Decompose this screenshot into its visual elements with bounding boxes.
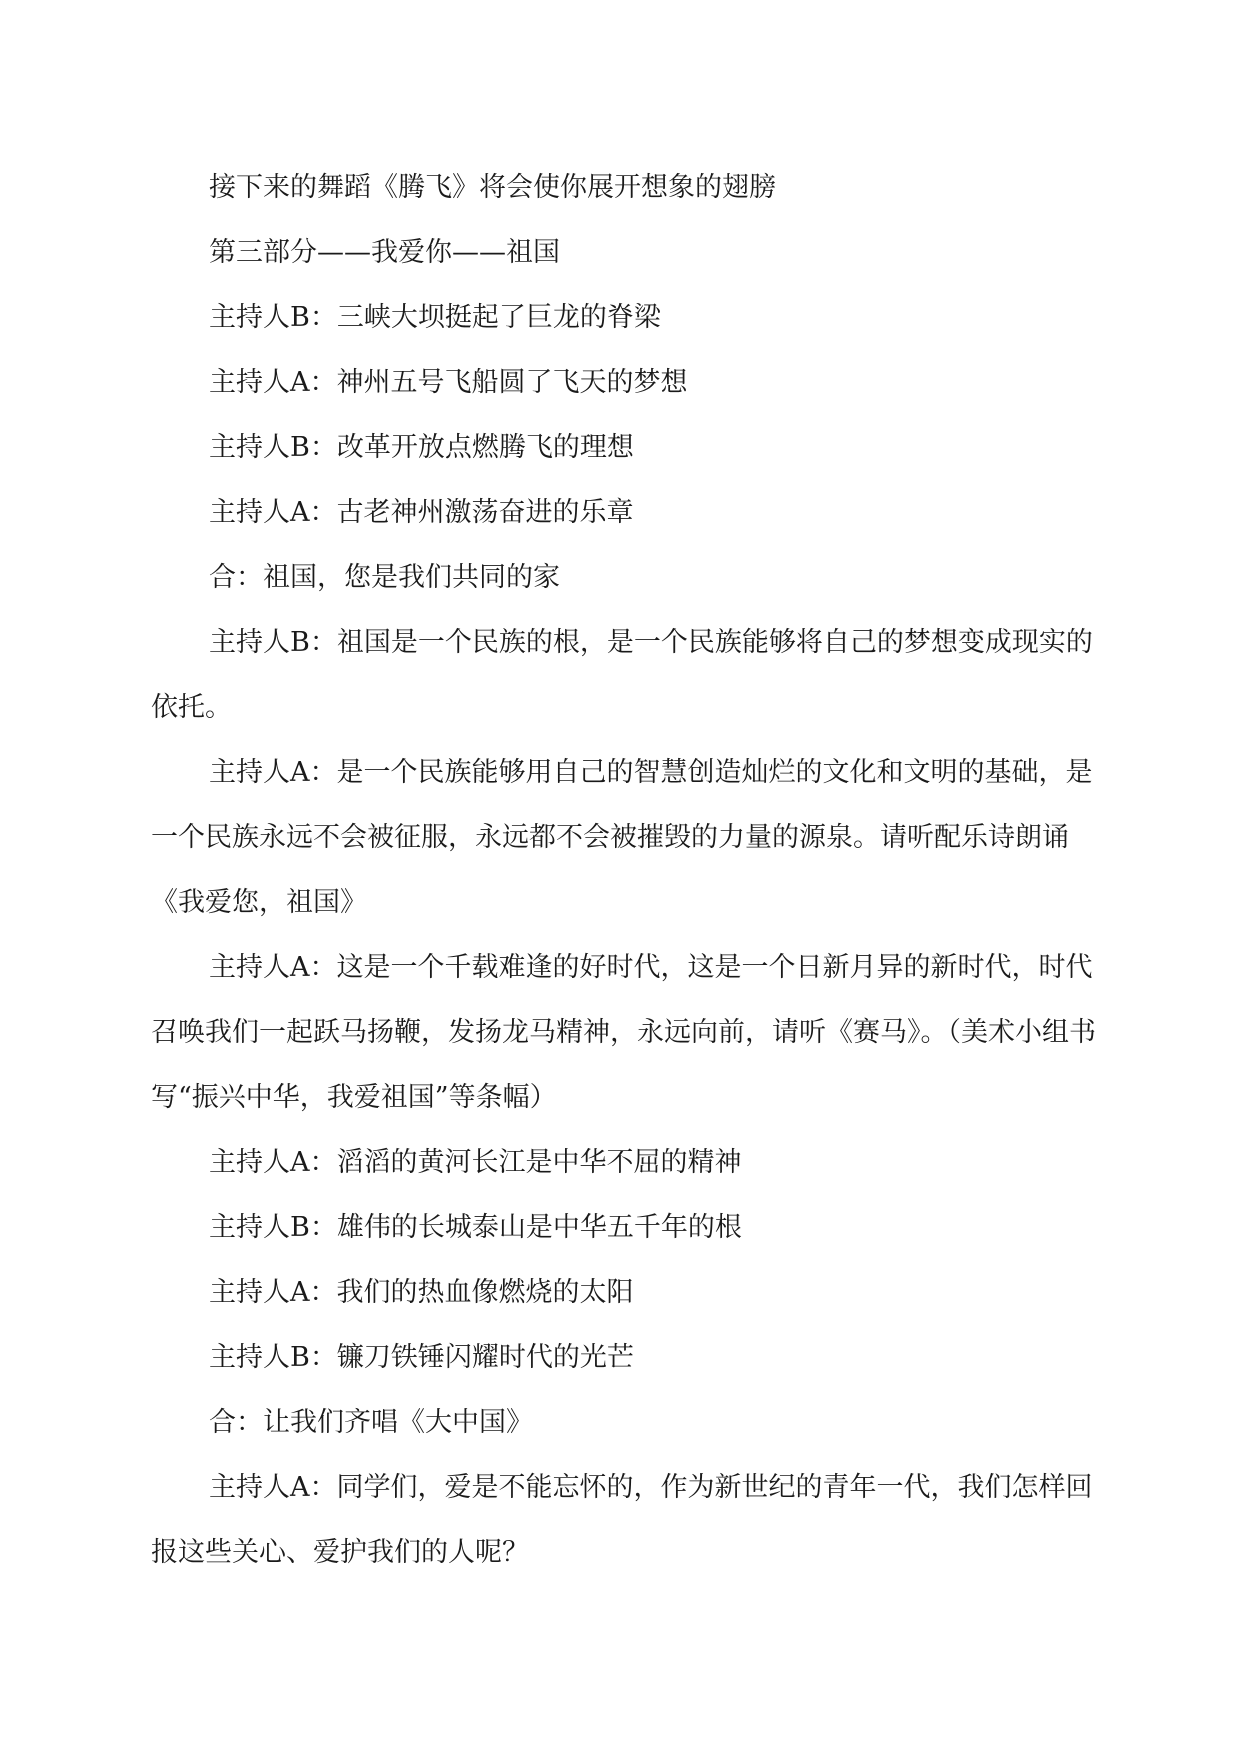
paragraph-host-a-new-era: 主持人A：这是一个千载难逢的好时代，这是一个日新月异的新时代，时代召唤我们一起跃马扬鞭，发扬龙马精神，永远向前，请听《赛马》。（美术小组书写“振兴中华，我爱祖国”等条幅） <box>151 952 1096 1113</box>
paragraph-host-b-great-wall: 主持人B：雄伟的长城泰山是中华五千年的根 <box>209 1212 742 1243</box>
paragraph-together-home: 合：祖国，您是我们共同的家 <box>209 562 560 593</box>
paragraph-host-a-shenzhou: 主持人A：神州五号飞船圆了飞天的梦想 <box>209 367 688 398</box>
paragraph-host-b-three-gorges: 主持人B：三峡大坝挺起了巨龙的脊梁 <box>209 302 661 333</box>
paragraph-dance-intro: 接下来的舞蹈《腾飞》将会使你展开想象的翅膀 <box>209 172 776 203</box>
paragraph-host-b-reform: 主持人B：改革开放点燃腾飞的理想 <box>209 432 634 463</box>
paragraph-host-a-rivers: 主持人A：滔滔的黄河长江是中华不屈的精神 <box>209 1147 742 1178</box>
paragraph-host-b-root: 主持人B：祖国是一个民族的根，是一个民族能够将自己的梦想变成现实的依托。 <box>151 627 1093 723</box>
paragraph-part-three-heading: 第三部分——我爱你——祖国 <box>209 237 560 268</box>
paragraph-together-sing: 合：让我们齐唱《大中国》 <box>209 1407 533 1438</box>
paragraph-host-a-hot-blood: 主持人A：我们的热血像燃烧的太阳 <box>209 1277 634 1308</box>
paragraph-host-a-ancient: 主持人A：古老神州激荡奋进的乐章 <box>209 497 634 528</box>
document-body <box>151 155 1096 1585</box>
paragraph-host-a-students: 主持人A：同学们，爱是不能忘怀的，作为新世纪的青年一代，我们怎样回报这些关心、爱护我们的人呢？ <box>151 1472 1093 1568</box>
paragraph-host-a-foundation: 主持人A：是一个民族能够用自己的智慧创造灿烂的文化和文明的基础，是一个民族永远不会被征服，永远都不会被摧毁的力量的源泉。请听配乐诗朗诵《我爱您，祖国》 <box>151 757 1093 918</box>
paragraph-host-b-sickle: 主持人B：镰刀铁锤闪耀时代的光芒 <box>209 1342 634 1373</box>
